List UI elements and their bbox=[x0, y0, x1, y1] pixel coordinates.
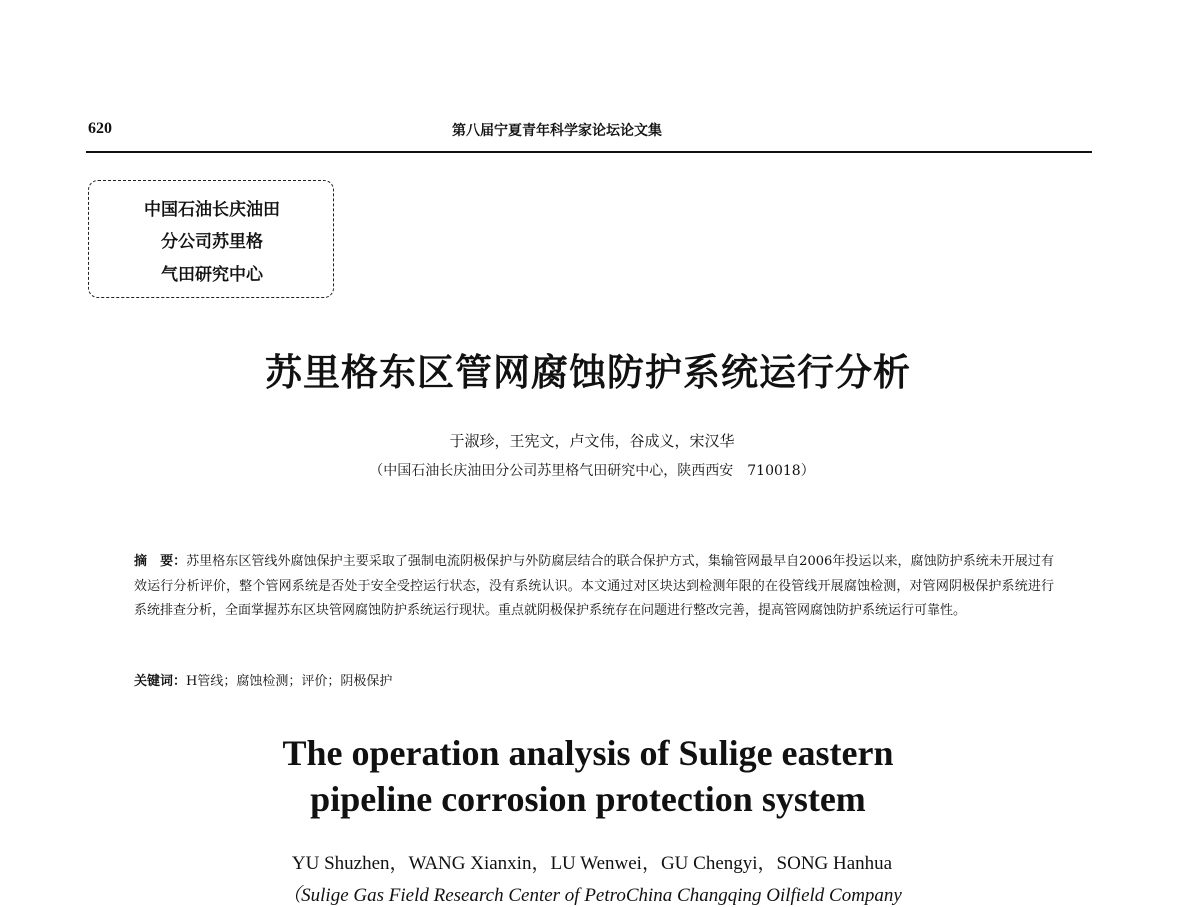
authors-en: YU Shuzhen，WANG Xianxin，LU Wenwei，GU Chengyi，SONG Hanhua bbox=[291, 853, 893, 874]
paper-title-en-line1: The operation analysis of Sulige eastern bbox=[282, 733, 894, 773]
keywords-label: 关键词： bbox=[134, 674, 187, 689]
paper-title-cn: 苏里格东区管网腐蚀防护系统运行分析 bbox=[265, 350, 911, 394]
paper-title-en bbox=[0, 730, 1176, 822]
affiliation-box-line: 气田研究中心 bbox=[161, 265, 263, 285]
proceedings-title: 第八届宁夏青年科学家论坛论文集 bbox=[452, 123, 662, 139]
abstract bbox=[134, 550, 1054, 624]
affiliation-box-line: 分公司苏里格 bbox=[161, 232, 263, 252]
header-rule bbox=[86, 151, 1092, 153]
affiliation-en: （Sulige Gas Field Research Center of PetroChina Changqing Oilfield Company bbox=[282, 885, 902, 906]
affiliation-box bbox=[88, 180, 334, 298]
keywords-text: H管线；腐蚀检测；评价；阴极保护 bbox=[186, 674, 393, 689]
page-number: 620 bbox=[88, 120, 112, 137]
keywords bbox=[134, 670, 1054, 694]
authors-cn: 于淑珍，王宪文，卢文伟，谷成义，宋汉华 bbox=[449, 432, 735, 450]
abstract-text: 苏里格东区管线外腐蚀保护主要采取了强制电流阴极保护与外防腐层结合的联合保护方式，集输管网最早自2006年投运以来，腐蚀防护系统未开展过有效运行分析评价，整个管网系统是否处于安全受控运行状态，没有系统认识。本文通过对区块达到检测年限的在役管线开展腐蚀检测，对管网阴极保护系统进行系统排查分析，全面掌握苏东区块管网腐蚀防护系统运行现状。重点就阴极保护系统存在问题进行整改完善，提高管网腐蚀防护系统运行可靠性。 bbox=[134, 554, 1054, 618]
paper-title-en-line2: pipeline corrosion protection system bbox=[310, 779, 866, 819]
affiliation-box-line: 中国石油长庆油田 bbox=[144, 200, 280, 220]
abstract-label: 摘 要： bbox=[134, 554, 187, 569]
affiliation-cn: （中国石油长庆油田分公司苏里格气田研究中心，陕西西安 710018） bbox=[369, 463, 815, 479]
